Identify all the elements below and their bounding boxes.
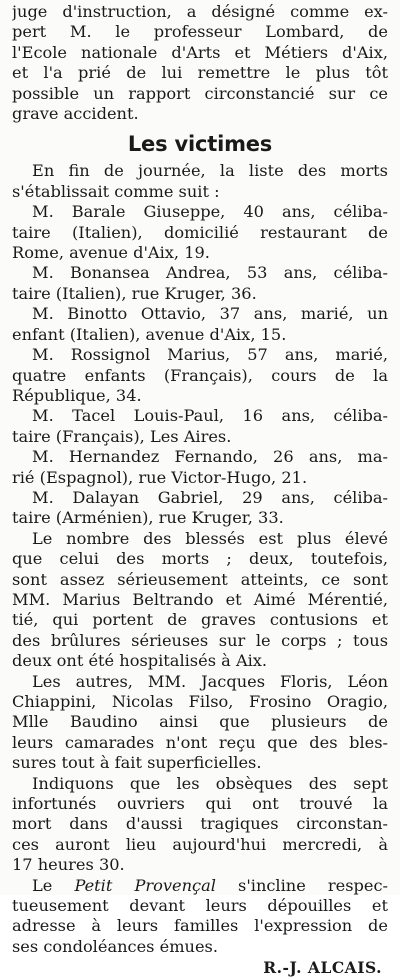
closing-first-rest: s'incline respec- (215, 875, 388, 895)
text-line: deux ont été hospitalisés à Aix. (12, 651, 268, 671)
text-line: quatre enfants (Français), cours de la (12, 365, 388, 385)
text-line: et l'a prié de lui remettre le plus tôt (12, 63, 388, 83)
lead-paragraph (12, 161, 388, 202)
author-signature: R.-J. ALCAIS. (263, 958, 382, 978)
text-line: leurs camarades n'ont reçu que des bles- (12, 732, 388, 752)
text-line (12, 876, 388, 896)
text-line: sont assez sérieusement atteints, ce sont (12, 569, 388, 589)
funeral-paragraph (12, 774, 388, 876)
text-line: ses condoléances émues. (12, 936, 219, 956)
victim-entry (12, 488, 388, 529)
text-line: ces auront lieu aujourd'hui mercredi, à (12, 834, 388, 854)
text-line: MM. Marius Beltrando et Aimé Mérentié, (12, 589, 388, 609)
text-line: possible un rapport circonstancié sur ce (12, 83, 388, 103)
text-line: M. Bonansea Andrea, 53 ans, céliba- (32, 263, 388, 283)
text-line: Indiquons que les obsèques des sept (32, 773, 388, 793)
text-line: s'établissait comme suit : (12, 181, 220, 201)
victim-entry (12, 263, 388, 304)
text-line: M. Rossignol Marius, 57 ans, marié, (32, 345, 388, 365)
closing-prefix: Le (32, 875, 75, 895)
text-line: 17 heures 30. (12, 855, 125, 875)
text-line: juge d'instruction, a désigné comme ex- (12, 2, 388, 21)
text-line: enfant (Italien), avenue d'Aix, 15. (12, 324, 287, 344)
text-line: que celui des morts ; deux, toutefois, (12, 549, 388, 569)
text-line: Les autres, MM. Jacques Floris, Léon (32, 671, 388, 691)
text-line: pert M. le professeur Lombard, de (12, 22, 388, 42)
closing-paragraph (12, 876, 388, 958)
text-line: M. Binotto Ottavio, 37 ans, marié, un (32, 304, 388, 324)
text-line: Chiappini, Nicolas Filso, Frosino Oragio, (12, 692, 388, 711)
text-line: grave accident. (12, 104, 139, 124)
text-line: taire (Français), Les Aires. (12, 426, 232, 446)
text-line: En fin de journée, la liste des morts (32, 161, 388, 181)
victim-entry (12, 202, 388, 263)
victim-entry (12, 447, 388, 488)
victim-entry (12, 345, 388, 406)
text-line: taire (Italien), rue Kruger, 36. (12, 283, 257, 303)
text-line: adresse à leurs familles l'expression de (12, 916, 388, 936)
text-line: l'Ecole nationale d'Arts et Métiers d'Aix, (12, 42, 388, 62)
text-line: M. Dalayan Gabriel, 29 ans, céliba- (32, 487, 388, 507)
text-line: tié, qui portent de graves contusions et (12, 610, 388, 630)
text-line: infortunés ouvriers qui ont trouvé la (12, 794, 388, 814)
text-line: taire (Italien), domicilié restaurant de (12, 222, 388, 242)
text-line: M. Barale Giuseppe, 40 ans, céliba- (32, 202, 388, 222)
text-line: Le nombre des blessés est plus élevé (32, 528, 388, 548)
text-line: M. Hernandez Fernando, 26 ans, ma- (32, 447, 388, 467)
intro-paragraph (12, 2, 388, 124)
newspaper-name: Petit Provençal (74, 875, 216, 895)
text-line: taire (Arménien), rue Kruger, 33. (12, 508, 284, 528)
text-line: des brûlures sérieuses sur le corps ; tous (12, 630, 388, 650)
text-line: rié (Espagnol), rue Victor-Hugo, 21. (12, 467, 308, 487)
text-line: République, 34. (12, 385, 142, 405)
text-line: Rome, avenue d'Aix, 19. (12, 243, 210, 263)
wounded-paragraph (12, 529, 388, 672)
victim-entry (12, 406, 388, 447)
other-wounded-paragraph (12, 672, 388, 774)
text-line: mort dans d'aussi tragiques circonstan- (12, 814, 388, 834)
section-heading: Les victimes (127, 132, 273, 157)
text-line: sures tout à fait superficielles. (12, 753, 262, 773)
text-line: M. Tacel Louis-Paul, 16 ans, céliba- (32, 406, 388, 426)
victim-entry (12, 304, 388, 345)
text-line: tueusement devant leurs dépouilles et (12, 896, 388, 916)
text-line: Mlle Baudino ainsi que plusieurs de (12, 712, 388, 732)
